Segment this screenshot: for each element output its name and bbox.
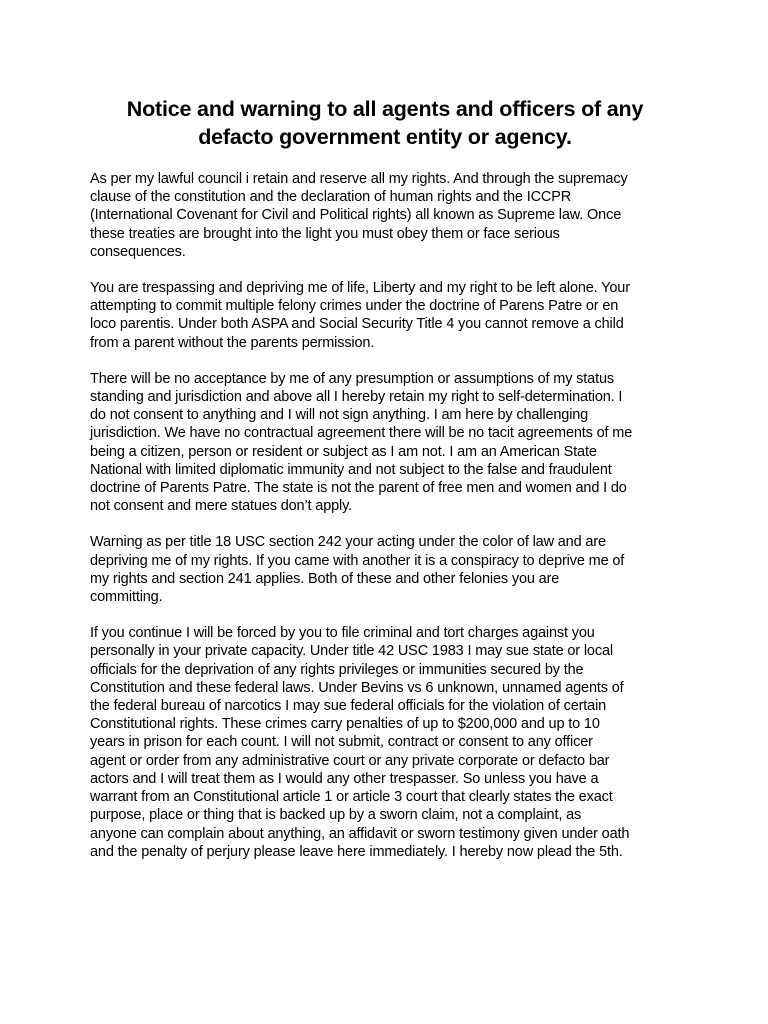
text-line: warrant from an Constitutional article 1 or article 3 court that clearly states the exact: [90, 789, 613, 806]
text-line: these treaties are brought into the light you must obey them or face serious: [90, 225, 560, 242]
text-line: (International Covenant for Civil and Political rights) all known as Supreme law. Once: [90, 207, 622, 224]
text-line: If you continue I will be forced by you to file criminal and tort charges against you: [90, 625, 595, 642]
text-line: consequences.: [90, 243, 186, 260]
text-line: years in prison for each count. I will not submit, contract or consent to any officer: [90, 734, 593, 751]
text-line: depriving me of my rights. If you came with another it is a conspiracy to deprive me of: [90, 552, 625, 569]
text-line: doctrine of Parents Patre. The state is not the parent of free men and women and I do: [90, 480, 627, 497]
paragraph-jurisdiction: [90, 370, 680, 516]
text-line: Warning as per title 18 USC section 242 your acting under the color of law and are: [90, 534, 606, 551]
text-line: personally in your private capacity. Under title 42 USC 1983 I may sue state or local: [90, 643, 613, 660]
paragraph-trespassing: [90, 279, 680, 352]
text-line: attempting to commit multiple felony crimes under the doctrine of Parens Patre or en: [90, 298, 619, 315]
title-line: defacto government entity or agency.: [198, 125, 572, 149]
text-line: loco parentis. Under both ASPA and Social Security Title 4 you cannot remove a child: [90, 316, 624, 333]
title-line: Notice and warning to all agents and officers of any: [126, 97, 644, 121]
text-line: do not consent to anything and I will not sign anything. I am here by challenging: [90, 407, 589, 424]
text-line: Constitutional rights. These crimes carry penalties of up to $200,000 and up to 10: [90, 716, 600, 733]
text-line: committing.: [90, 589, 163, 606]
text-line: not consent and mere statues don’t apply.: [90, 498, 353, 515]
text-line: You are trespassing and depriving me of life, Liberty and my right to be left alone. Your: [90, 280, 630, 297]
text-line: As per my lawful council i retain and reserve all my rights. And through the supremacy: [90, 171, 628, 187]
text-line: being a citizen, person or resident or subject as I am not. I am an American State: [90, 443, 597, 460]
text-line: standing and jurisdiction and above all I hereby retain my right to self-determination. I: [90, 389, 623, 406]
document-title: [90, 95, 680, 151]
text-line: actors and I will treat them as I would any other trespasser. So unless you have a: [90, 770, 599, 787]
paragraph-warning: [90, 533, 680, 606]
text-line: Constitution and these federal laws. Under Bevins vs 6 unknown, unnamed agents of: [90, 679, 624, 696]
text-line: and the penalty of perjury please leave here immediately. I hereby now plead the 5th.: [90, 843, 623, 860]
text-line: anyone can complain about anything, an affidavit or sworn testimony given under oath: [90, 825, 630, 842]
text-line: jurisdiction. We have no contractual agreement there will be no tacit agreements of me: [90, 425, 633, 442]
text-line: officials for the deprivation of any rights privileges or immunities secured by the: [90, 661, 584, 678]
text-line: the federal bureau of narcotics I may sue federal officials for the violation of certain: [90, 698, 607, 715]
paragraph-rights-reservation: [90, 170, 680, 261]
text-line: clause of the constitution and the declaration of human rights and the ICCPR: [90, 189, 572, 206]
text-line: agent or order from any administrative court or any private corporate or defacto bar: [90, 752, 610, 769]
text-line: purpose, place or thing that is backed up by a sworn claim, not a complaint, as: [90, 807, 582, 824]
text-line: from a parent without the parents permission.: [90, 334, 375, 351]
text-line: There will be no acceptance by me of any presumption or assumptions of my status: [90, 370, 614, 387]
text-line: National with limited diplomatic immunity and not subject to the false and fraudulent: [90, 461, 612, 478]
text-line: my rights and section 241 applies. Both of these and other felonies you are: [90, 570, 560, 587]
document-body: [90, 170, 680, 861]
paragraph-charges: [90, 624, 680, 861]
document-page: [90, 95, 680, 879]
